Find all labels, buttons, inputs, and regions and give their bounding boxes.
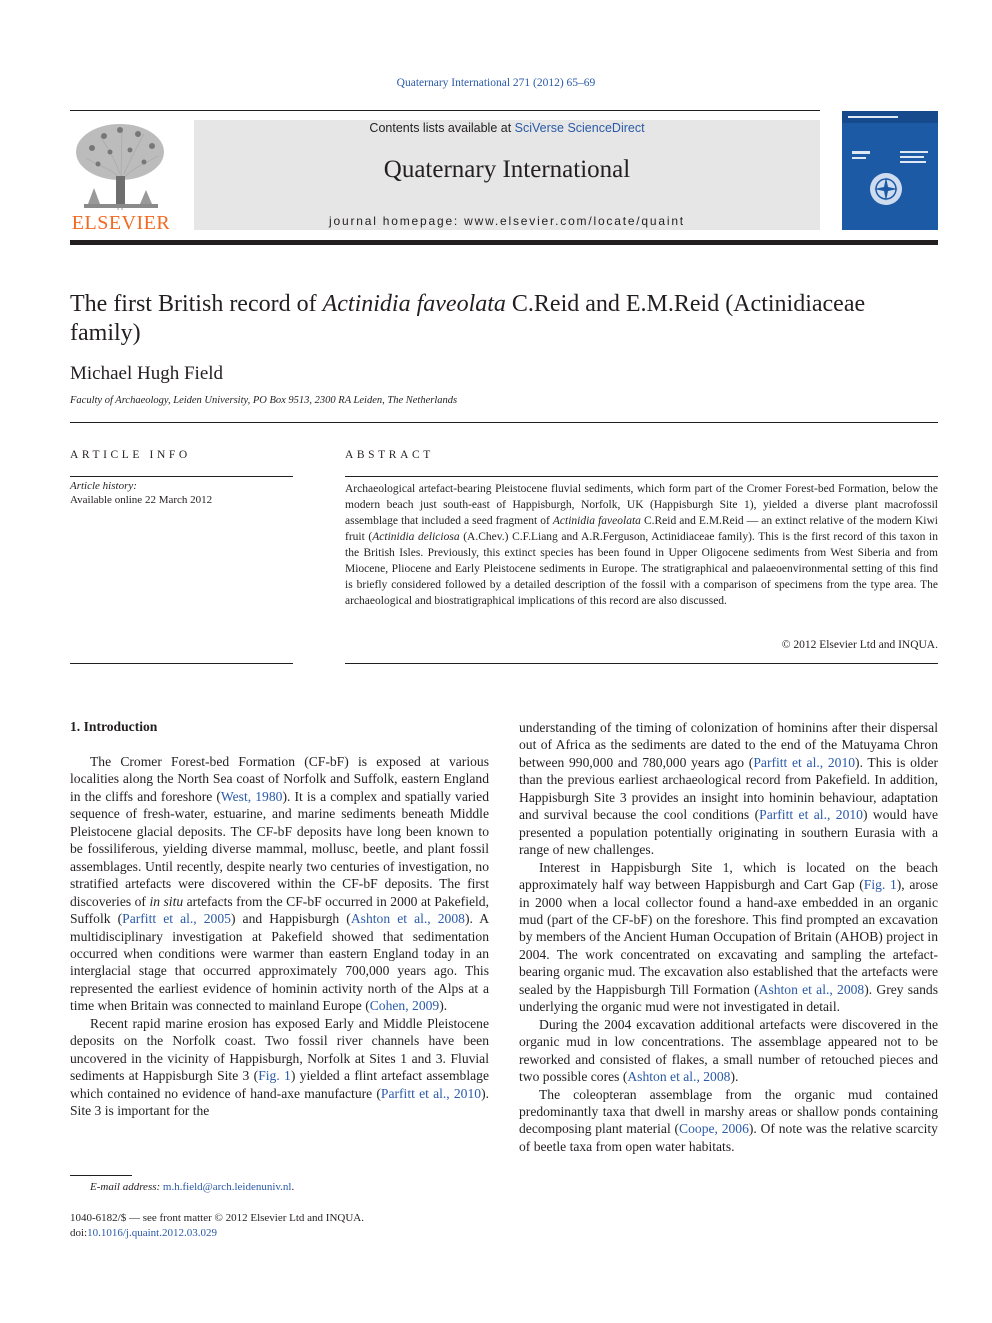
paragraph: [519, 859, 938, 1016]
contents-availability: [194, 121, 820, 135]
journal-citation[interactable]: Quaternary International 271 (2012) 65–69: [396, 77, 596, 89]
reference-link[interactable]: Parfitt et al., 2010: [380, 1085, 482, 1101]
text: artefacts from the CF-bF occurred in 2000 at Pakefield, Suffolk (: [70, 893, 489, 927]
paragraph: [70, 1015, 489, 1120]
reference-link[interactable]: Parfitt et al., 2010: [753, 754, 856, 770]
doi-prefix: doi:: [70, 1227, 88, 1239]
text: ).: [439, 998, 448, 1014]
author-affiliation: Faculty of Archaeology, Leiden University, PO Box 9513, 2300 RA Leiden, The Netherlands: [70, 395, 458, 406]
email-link[interactable]: m.h.field@arch.leidenuniv.nl: [162, 1181, 292, 1193]
abstract-part: Archaeological artefact-bearing Pleistocene fluvial sediments, which form part of the Cromer Forest-bed Formation, below the modern beach just south-east of Happisburgh, Norfolk, UK (Happisburgh Site 1), yielded a diverse plant macrofossil assemblage that included a seed fragment of: [345, 483, 938, 527]
abstract-rule: [345, 476, 938, 477]
journal-cover-thumbnail[interactable]: [842, 111, 938, 230]
journal-homepage[interactable]: journal homepage: www.elsevier.com/locate/quaint: [329, 214, 685, 228]
paragraph: [70, 753, 489, 1015]
figure-link[interactable]: Fig. 1: [863, 877, 897, 893]
reference-link[interactable]: Coope, 2006: [679, 1121, 749, 1137]
section-heading-introduction: 1. Introduction: [70, 719, 158, 734]
contents-prefix: Contents lists available at: [369, 121, 515, 135]
text: Interest in Happisburgh Site 1, which is located on the beach approximately half way between Happisburgh and Cart Gap (: [519, 859, 938, 893]
masthead-rule-thick: [70, 240, 938, 245]
text: Recent rapid marine erosion has exposed Early and Middle Pleistocene deposits on the Norfolk coast. Two fossil river channels have been uncovered in the vicinity of Happisburgh, Norfolk at Sites 1 and 3. Fluvial sediments at Happisburgh Site 3 (: [70, 1015, 489, 1084]
reference-link[interactable]: Ashton et al., 2008: [350, 911, 465, 927]
abstract-part: (A.Chev.) C.F.Liang and A.R.Ferguson, Actinidiaceae family). This is the first record of this taxon in the British Isles. Previously, this extinct species has been found in Upper Oligocene sediments from West Siberia and from Miocene, Pliocene and Early Pleistocene sediments in Europe. The stratigraphical and palaeoenvironmental setting of this find is briefly considered followed by a detailed description of the fossil with a comparison of specimens from the type area. The archaeological and biostratigraphical implications of this record are also discussed.: [345, 531, 938, 607]
body-column-left: [70, 753, 489, 1120]
reference-link[interactable]: West, 1980: [220, 788, 283, 804]
article-history-label: Article history:: [70, 480, 137, 492]
elsevier-wordmark: ELSEVIER: [71, 212, 171, 234]
email-label: E-mail address:: [90, 1181, 163, 1193]
reference-link[interactable]: Cohen, 2009: [369, 998, 440, 1014]
abstract-rule-bottom: [345, 663, 938, 664]
article-info-rule-bottom: [70, 663, 293, 664]
text: The coleopteran assemblage from the organic mud contained predominantly taxa that dwell in marshy areas or shallow ponds containing decomposing plant material (: [519, 1086, 938, 1137]
text: ). This is older than the previous earliest archaeological record from Pakefield. In addition, Happisburgh Site 3 provides an insight into hominin behaviour, adaptation and survival because the cool conditions (: [519, 754, 939, 823]
text: During the 2004 excavation additional artefacts were discovered in the organic mud in low concentrations. The assemblage appeared not to be reworked and consisted of flakes, a small number of retouched pieces and two possible cores (: [519, 1016, 938, 1085]
abstract-species: Actinidia faveolata: [552, 515, 641, 527]
italic-text: in situ: [149, 893, 184, 909]
article-info-heading: ARTICLE INFO: [70, 449, 191, 461]
masthead-rule-thin: [70, 110, 820, 111]
text: ). Of note was the relative scarcity of beetle taxa from open water habitats.: [519, 1121, 938, 1154]
text: ). Site 3 is important for the: [70, 1085, 490, 1119]
text: .: [291, 1181, 295, 1193]
doi-line: [70, 1227, 217, 1239]
footnote-rule: [70, 1175, 132, 1176]
reference-link[interactable]: Parfitt et al., 2010: [759, 807, 863, 823]
text: ).: [730, 1069, 739, 1085]
abstract-part: C.Reid and E.M.Reid — an extinct relative of the modern Kiwi fruit (: [345, 515, 938, 543]
paragraph: [519, 719, 938, 859]
journal-name: Quaternary International: [383, 156, 631, 183]
text: ) and Happisburgh (: [230, 911, 351, 927]
doi-link[interactable]: 10.1016/j.quaint.2012.03.029: [87, 1227, 217, 1239]
author-name: Michael Hugh Field: [70, 363, 224, 384]
text: ). It is a complex and spatially varied sequence of fresh-water, estuarine, and marine sediments beneath Middle Pleistocene glacial deposits. The CF-bF deposits have long been known to be fossiliferous, yielding diverse mammal, mollusc, beetle, and plant fossil assemblages. Until recently, despite nearly two centuries of investigation, no stratified artefacts were discovered within the CF-bF deposits. The first discoveries of: [70, 788, 490, 909]
reference-link[interactable]: Ashton et al., 2008: [627, 1069, 731, 1085]
figure-link[interactable]: Fig. 1: [258, 1068, 291, 1084]
title-rule: [70, 422, 938, 423]
abstract-text: [345, 481, 938, 609]
text: ). A multidisciplinary investigation at Pakefield showed that sedimentation occurred when conditions were warmer than eastern England today in an interglacial stage that occurred approximately 700,000 years ago. This represented the earliest evidence of hominin activity north of the Alps at a time when Britain was connected to mainland Europe (: [70, 911, 490, 1014]
issn-line: 1040-6182/$ — see front matter © 2012 Elsevier Ltd and INQUA.: [70, 1212, 364, 1224]
text: ). Grey sands underlying the organic mud were not investigated in detail.: [519, 981, 938, 1015]
text: understanding of the timing of colonization of hominins after their dispersal out of Africa as the sediments are dated to the end of the Matuyama Chron between 990,000 and 780,000 years ago (: [519, 720, 938, 770]
sciencedirect-link[interactable]: SciVerse ScienceDirect: [514, 121, 645, 135]
reference-link[interactable]: Ashton et al., 2008: [758, 981, 865, 997]
abstract-copyright: © 2012 Elsevier Ltd and INQUA.: [781, 639, 938, 651]
article-history-value: Available online 22 March 2012: [70, 494, 213, 506]
paragraph: [519, 1086, 938, 1156]
abstract-species: Actinidia deliciosa: [372, 531, 460, 543]
body-column-right: [519, 719, 938, 1155]
text: The Cromer Forest-bed Formation (CF-bF) is exposed at various localities along the North Sea coast of Norfolk and Suffolk, eastern England in the cliffs and foreshore (: [70, 754, 489, 804]
abstract-heading: ABSTRACT: [345, 449, 434, 461]
title-part-1: The first British record of: [70, 291, 323, 317]
paragraph: [519, 1016, 938, 1086]
author-email-footnote: [90, 1181, 294, 1193]
reference-link[interactable]: Parfitt et al., 2005: [122, 911, 231, 927]
article-title: [70, 290, 938, 348]
text: ), arose in 2000 when a local collector found a hand-axe embedded in an organic mud (part of the CF-bF) on the foreshore. This find prompted an excavation by members of the Ancient Human Occupation of Britain (AHOB) project in 2004. The work concentrated on excavating and sampling the artefact-bearing organic mud. The excavation also established that the artefacts were sealed by the Happisburgh Till Formation (: [519, 877, 938, 997]
text: ) yielded a flint artefact assemblage which contained no evidence of hand-axe manufacture (: [70, 1068, 489, 1101]
title-species: Actinidia faveolata: [322, 291, 506, 317]
title-part-2: C.Reid and E.M.Reid (Actinidiaceae family): [70, 291, 866, 346]
text: ) would have presented a population potentially originating in southern Eurasia with a range of new challenges.: [519, 807, 938, 858]
article-info-rule: [70, 476, 293, 477]
